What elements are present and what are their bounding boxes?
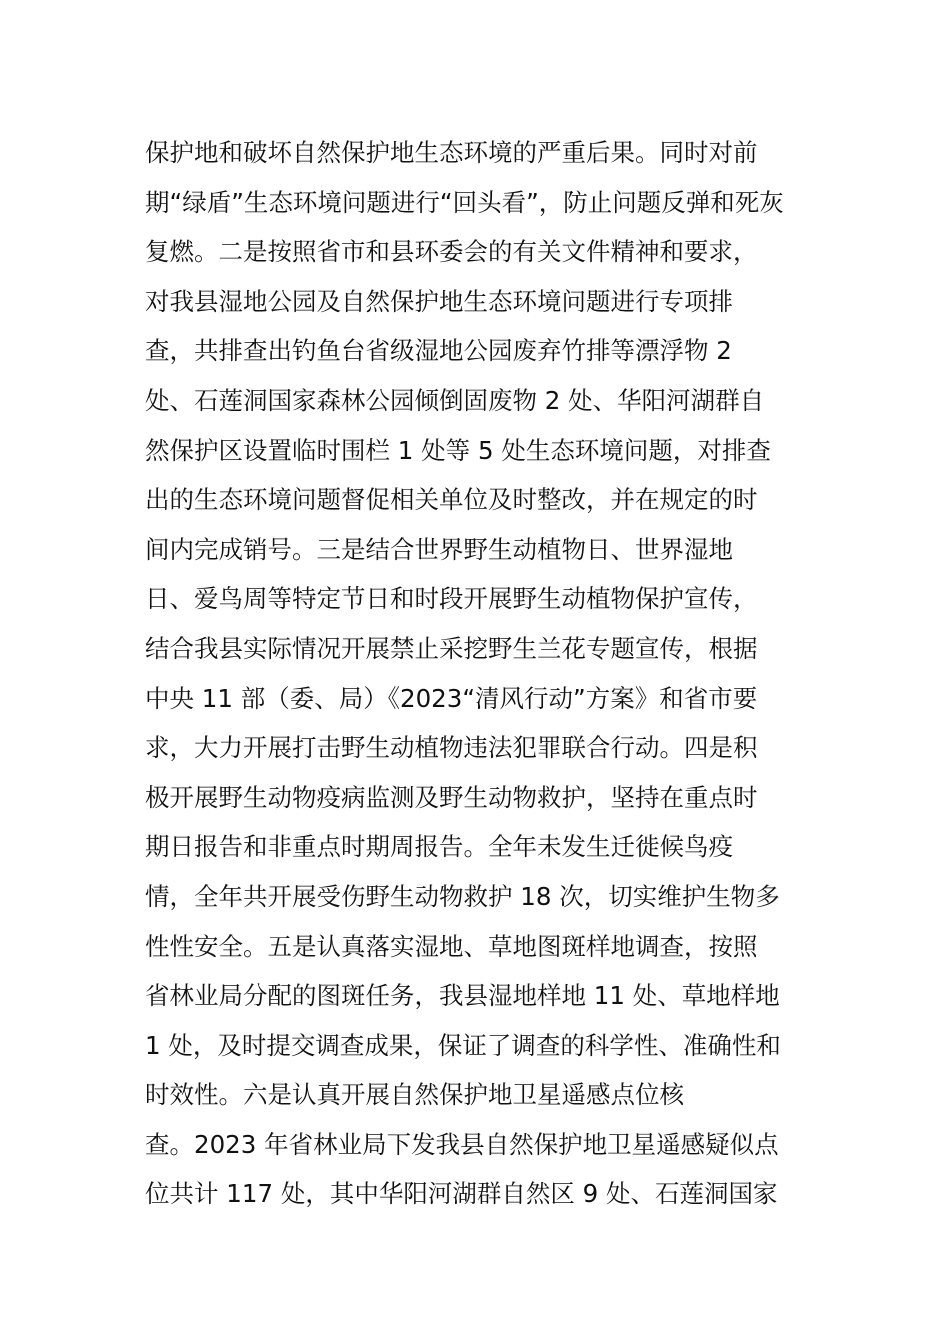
text-line-17: 性性安全。五是认真落实湿地、草地图斑样地调查，按照: [145, 931, 758, 961]
text-line-2: 期“绿盾”生态环境问题进行“回头看”，防止问题反弹和死灰: [145, 187, 784, 217]
text-line-6: 处、石莲洞国家森林公园倾倒固废物 2 处、华阳河湖群自: [145, 385, 765, 415]
text-line-4: 对我县湿地公园及自然保护地生态环境问题进行专项排: [145, 286, 733, 316]
text-line-1: 保护地和破坏自然保护地生态环境的严重后果。同时对前: [145, 138, 758, 167]
text-line-13: 求，大力开展打击野生动植物违法犯罪联合行动。四是积: [145, 733, 758, 763]
text-line-3: 复燃。二是按照省市和县环委会的有关文件精神和要求，: [145, 237, 758, 267]
text-line-12: 中央 11 部（委、局）《2023“清风行动”方案》和省市要: [145, 683, 758, 713]
text-line-9: 间内完成销号。三是结合世界野生动植物日、世界湿地: [145, 534, 733, 564]
text-line-19: 1 处，及时提交调查成果，保证了调查的科学性、准确性和: [145, 1030, 781, 1060]
text-line-15: 期日报告和非重点时期周报告。全年未发生迁徙候鸟疫: [145, 832, 733, 862]
text-line-16: 情，全年共开展受伤野生动物救护 18 次，切实维护生物多: [145, 881, 780, 911]
text-line-14: 极开展野生动物疫病监测及野生动物救护，坚持在重点时: [145, 782, 758, 812]
text-line-11: 结合我县实际情况开展禁止采挖野生兰花专题宣传，根据: [145, 633, 758, 663]
text-line-21: 查。2023 年省林业局下发我县自然保护地卫星遥感疑似点: [145, 1129, 779, 1159]
text-line-22: 位共计 117 处，其中华阳河湖群自然区 9 处、石莲洞国家: [145, 1179, 778, 1209]
text-line-7: 然保护区设置临时围栏 1 处等 5 处生态环境问题，对排查: [145, 435, 771, 465]
text-line-18: 省林业局分配的图斑任务，我县湿地样地 11 处、草地样地: [145, 981, 780, 1011]
text-line-5: 查，共排查出钓鱼台省级湿地公园废弃竹排等漂浮物 2: [145, 336, 732, 366]
body-paragraph: [145, 128, 825, 1219]
text-line-10: 日、爱鸟周等特定节日和时段开展野生动植物保护宣传，: [145, 584, 758, 614]
text-line-8: 出的生态环境问题督促相关单位及时整改，并在规定的时: [145, 485, 758, 515]
text-line-20: 时效性。六是认真开展自然保护地卫星遥感点位核: [145, 1080, 684, 1110]
